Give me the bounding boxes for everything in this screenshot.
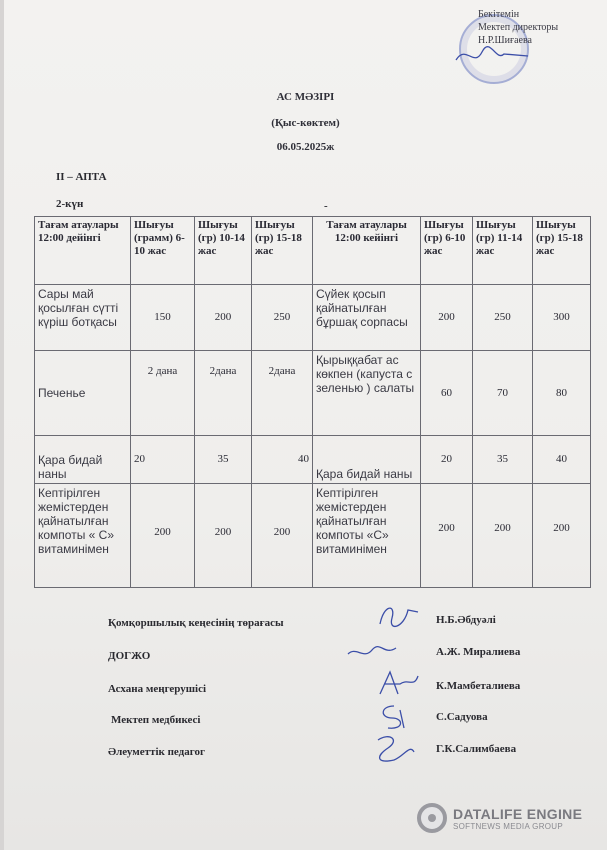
signature-name-3: К.Мамбеталиева xyxy=(436,680,521,692)
approval-line-1: Бекітемін xyxy=(478,9,520,20)
document-title: АС МӘЗІРІ xyxy=(276,91,335,103)
table-cell: 40 xyxy=(252,436,313,484)
table-cell: Печенье xyxy=(35,351,131,436)
table-cell: 200 xyxy=(195,484,252,588)
table-cell: 150 xyxy=(131,285,195,351)
column-header: Шығуы (гр) 15-18 жас xyxy=(533,217,591,285)
week-label: II – АПТА xyxy=(56,171,107,183)
column-header: Шығуы (гр) 11-14 жас xyxy=(473,217,533,285)
table-cell: 2дана xyxy=(195,351,252,436)
dash-mark: - xyxy=(324,200,328,212)
table-cell: Сүйек қосып қайнатылған бұршақ сорпасы xyxy=(313,285,421,351)
signature-2 xyxy=(344,640,400,664)
table-cell: Кептірілген жемістерден қайнатылған компоты « С» витаминімен xyxy=(35,484,131,588)
watermark-sub-text: SOFTNEWS MEDIA GROUP xyxy=(453,821,564,831)
table-cell: 250 xyxy=(473,285,533,351)
table-cell: Қара бидай наны xyxy=(313,436,421,484)
table-cell: 20 xyxy=(131,436,195,484)
table-cell: 200 xyxy=(533,484,591,588)
signature-role-2: ДОГЖО xyxy=(108,650,151,662)
signature-name-5: Г.К.Салимбаева xyxy=(436,743,517,755)
table-cell: 60 xyxy=(421,351,473,436)
table-cell: 20 xyxy=(421,436,473,484)
table-cell: Қырыққабат ас көкпен (капуста с зеленью ) салаты xyxy=(313,351,421,436)
signature-3 xyxy=(374,668,422,700)
table-cell: Қара бидай наны xyxy=(35,436,131,484)
signature-name-4: С.Садуова xyxy=(436,711,488,723)
signature-4 xyxy=(374,700,414,732)
table-row xyxy=(35,285,591,351)
column-header: Шығуы (гр) 10-14 жас xyxy=(195,217,252,285)
table-cell: 200 xyxy=(195,285,252,351)
table-cell: 35 xyxy=(473,436,533,484)
signature-name-2: А.Ж. Миралиева xyxy=(436,646,521,658)
table-cell: 2дана xyxy=(252,351,313,436)
table-cell: 80 xyxy=(533,351,591,436)
watermark-logo-icon xyxy=(417,803,447,833)
signature-role-5: Әлеуметтік педагог xyxy=(108,746,205,758)
signature-role-3: Асхана меңгерушісі xyxy=(108,683,207,695)
table-cell: 200 xyxy=(252,484,313,588)
watermark-main-text: DATALIFE ENGINE xyxy=(453,805,583,822)
table-header-row xyxy=(35,217,591,285)
column-header: Шығуы (гр) 15-18 жас xyxy=(252,217,313,285)
table-row xyxy=(35,436,591,484)
menu-table xyxy=(34,216,591,588)
approval-line-2: Мектеп директоры xyxy=(478,22,559,33)
table-row xyxy=(35,351,591,436)
season-label: (Қыс-көктем) xyxy=(271,117,340,129)
table-cell: 200 xyxy=(131,484,195,588)
approval-line-3: Н.Р.Шиғаева xyxy=(478,35,532,46)
watermark xyxy=(417,803,582,833)
signature-1 xyxy=(374,600,424,632)
table-cell: 35 xyxy=(195,436,252,484)
table-cell: 200 xyxy=(421,484,473,588)
approval-block xyxy=(478,8,558,47)
signature-role-1: Қомқоршылық кеңесінің төрағасы xyxy=(108,617,284,629)
signature-role-4: Мектеп медбикесі xyxy=(111,714,201,726)
day-label: 2-күн xyxy=(56,198,84,210)
signature-5 xyxy=(370,730,418,770)
table-cell: Кептірілген жемістерден қайнатылған компоты «С» витаминімен xyxy=(313,484,421,588)
document-sheet xyxy=(4,0,607,850)
column-header: Шығуы (гр) 6-10 жас xyxy=(421,217,473,285)
table-cell: 40 xyxy=(533,436,591,484)
table-cell: 70 xyxy=(473,351,533,436)
table-cell: 200 xyxy=(421,285,473,351)
date-label: 06.05.2025ж xyxy=(276,141,335,153)
column-header: Тағам атаулары 12:00 дейінгі xyxy=(35,217,131,285)
table-cell: 300 xyxy=(533,285,591,351)
table-cell: Сары май қосылған сүтті күріш ботқасы xyxy=(35,285,131,351)
table-cell: 2 дана xyxy=(131,351,195,436)
table-cell: 200 xyxy=(473,484,533,588)
table-cell: 250 xyxy=(252,285,313,351)
table-row xyxy=(35,484,591,588)
signature-name-1: Н.Б.Әбдуәлі xyxy=(436,614,496,626)
column-header: Тағам атаулары 12:00 кейінгі xyxy=(313,217,421,285)
column-header: Шығуы (грамм) 6-10 жас xyxy=(131,217,195,285)
